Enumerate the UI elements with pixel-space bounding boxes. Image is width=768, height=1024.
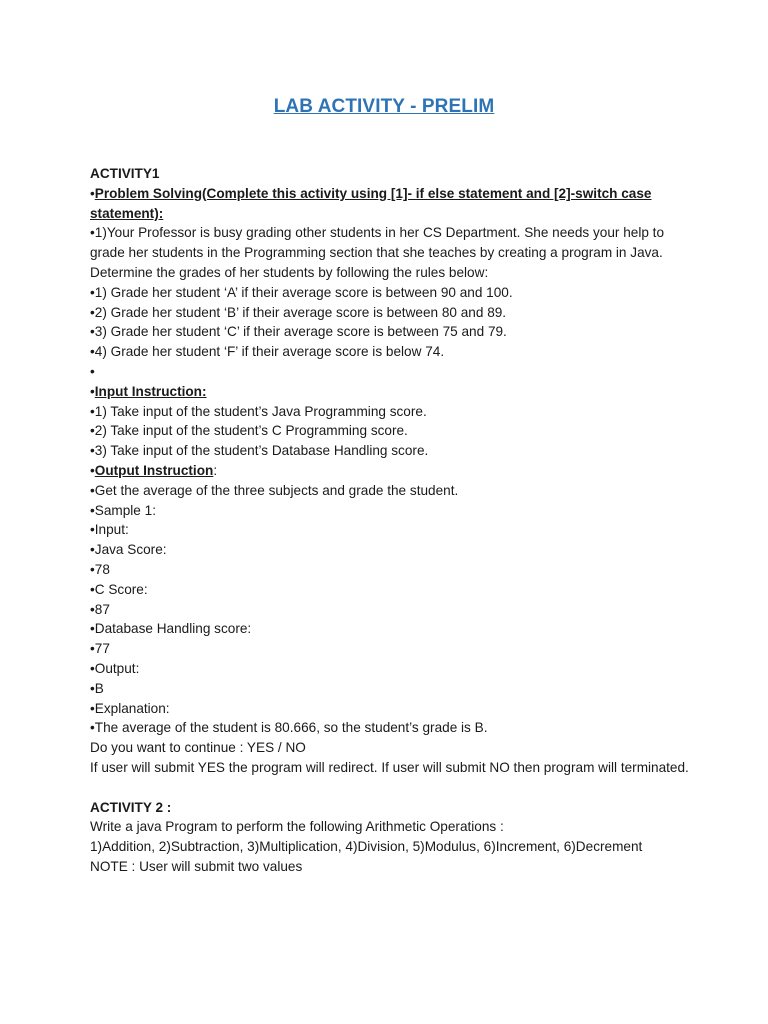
sample-text: Input: bbox=[94, 522, 129, 538]
page-title: LAB ACTIVITY - PRELIM bbox=[273, 96, 495, 117]
bullet: • bbox=[90, 344, 95, 360]
sample-text: 78 bbox=[94, 561, 110, 577]
output-colon: : bbox=[213, 462, 218, 478]
sample-line bbox=[90, 699, 690, 719]
bullet: • bbox=[90, 462, 95, 478]
activity1-heading: ACTIVITY1 bbox=[90, 166, 160, 181]
bullet: • bbox=[90, 284, 95, 300]
input-item bbox=[90, 402, 690, 422]
rule-text: 1) Grade her student ‘A’ if their average score is between 90 and 100. bbox=[94, 284, 513, 300]
input-text: 2) Take input of the student’s C Programming score. bbox=[94, 423, 408, 439]
sample-text: Java Score: bbox=[94, 542, 167, 558]
sample-line bbox=[90, 600, 690, 620]
input-item bbox=[90, 441, 690, 461]
bullet: • bbox=[90, 561, 95, 577]
input-item bbox=[90, 421, 690, 441]
input-text: 1) Take input of the student’s Java Programming score. bbox=[94, 403, 427, 419]
problem-solving-heading: Problem Solving(Complete this activity using [1]- if else statement and [2]-switch case statement): bbox=[90, 185, 652, 221]
bullet: • bbox=[90, 700, 95, 716]
rule-item bbox=[90, 322, 690, 342]
activity2-line: Write a java Program to perform the following Arithmetic Operations : bbox=[90, 819, 504, 835]
bullet: • bbox=[90, 601, 95, 617]
sample-line bbox=[90, 501, 690, 521]
input-text: 3) Take input of the student’s Database Handling score. bbox=[94, 443, 429, 459]
sample-text: Sample 1: bbox=[94, 502, 156, 518]
intro-text: 1)Your Professor is busy grading other students in her CS Department. She needs your help to grade her students in the Programming section that she teaches by creating a program in Java. Determine the grades of her students by following the rules below: bbox=[90, 225, 665, 280]
input-instruction-line bbox=[90, 382, 690, 402]
bullet: • bbox=[90, 383, 95, 399]
bullet: • bbox=[90, 641, 95, 657]
document-body bbox=[90, 164, 690, 877]
bullet: • bbox=[90, 581, 95, 597]
rule-text: 4) Grade her student ‘F’ if their average score is below 74. bbox=[94, 344, 445, 360]
sample-line bbox=[90, 639, 690, 659]
bullet: • bbox=[90, 225, 95, 241]
sample-text: Explanation: bbox=[94, 700, 170, 716]
bullet: • bbox=[90, 403, 95, 419]
rule-text: 2) Grade her student ‘B’ if their average score is between 80 and 89. bbox=[94, 304, 507, 320]
sample-line bbox=[90, 481, 690, 501]
rule-item bbox=[90, 342, 690, 362]
section-spacer bbox=[90, 778, 690, 798]
sample-text: B bbox=[94, 680, 104, 696]
sample-text: Output: bbox=[94, 660, 140, 676]
sample-text: The average of the student is 80.666, so the student’s grade is B. bbox=[94, 720, 488, 736]
rule-item bbox=[90, 303, 690, 323]
empty-bullet-line: • bbox=[90, 363, 95, 379]
bullet: • bbox=[90, 443, 95, 459]
bullet: • bbox=[90, 680, 95, 696]
bullet: • bbox=[90, 502, 95, 518]
bullet: • bbox=[90, 304, 95, 320]
intro-paragraph bbox=[90, 223, 690, 282]
sample-line bbox=[90, 659, 690, 679]
rule-item bbox=[90, 283, 690, 303]
bullet: • bbox=[90, 185, 95, 201]
sample-text: Database Handling score: bbox=[94, 621, 252, 637]
activity2-operations: 1)Addition, 2)Subtraction, 3)Multiplication, 4)Division, 5)Modulus, 6)Increment, 6)Decrement bbox=[90, 839, 643, 855]
activity2-note: NOTE : User will submit two values bbox=[90, 858, 303, 874]
bullet: • bbox=[90, 482, 95, 498]
bullet: • bbox=[90, 324, 95, 340]
sample-text: Get the average of the three subjects and grade the student. bbox=[94, 482, 459, 498]
sample-line bbox=[90, 560, 690, 580]
problem-solving-line bbox=[90, 184, 690, 224]
sample-text: 77 bbox=[94, 641, 110, 657]
continue-note: If user will submit YES the program will redirect. If user will submit NO then program will terminated. bbox=[90, 759, 689, 775]
sample-line bbox=[90, 540, 690, 560]
bullet: • bbox=[90, 542, 95, 558]
bullet: • bbox=[90, 621, 95, 637]
sample-line bbox=[90, 619, 690, 639]
bullet: • bbox=[90, 423, 95, 439]
bullet: • bbox=[90, 720, 95, 736]
sample-line bbox=[90, 580, 690, 600]
continue-prompt: Do you want to continue : YES / NO bbox=[90, 740, 306, 756]
bullet: • bbox=[90, 522, 95, 538]
rule-text: 3) Grade her student ‘C’ if their average score is between 75 and 79. bbox=[94, 324, 507, 340]
output-instruction-line bbox=[90, 461, 690, 481]
output-instruction-heading: Output Instruction bbox=[94, 462, 214, 478]
sample-text: C Score: bbox=[94, 581, 148, 597]
sample-line bbox=[90, 718, 690, 738]
activity2-heading: ACTIVITY 2 : bbox=[90, 799, 172, 815]
sample-line bbox=[90, 520, 690, 540]
bullet: • bbox=[90, 660, 95, 676]
sample-line bbox=[90, 679, 690, 699]
sample-text: 87 bbox=[94, 601, 110, 617]
input-instruction-heading: Input Instruction: bbox=[94, 383, 207, 399]
